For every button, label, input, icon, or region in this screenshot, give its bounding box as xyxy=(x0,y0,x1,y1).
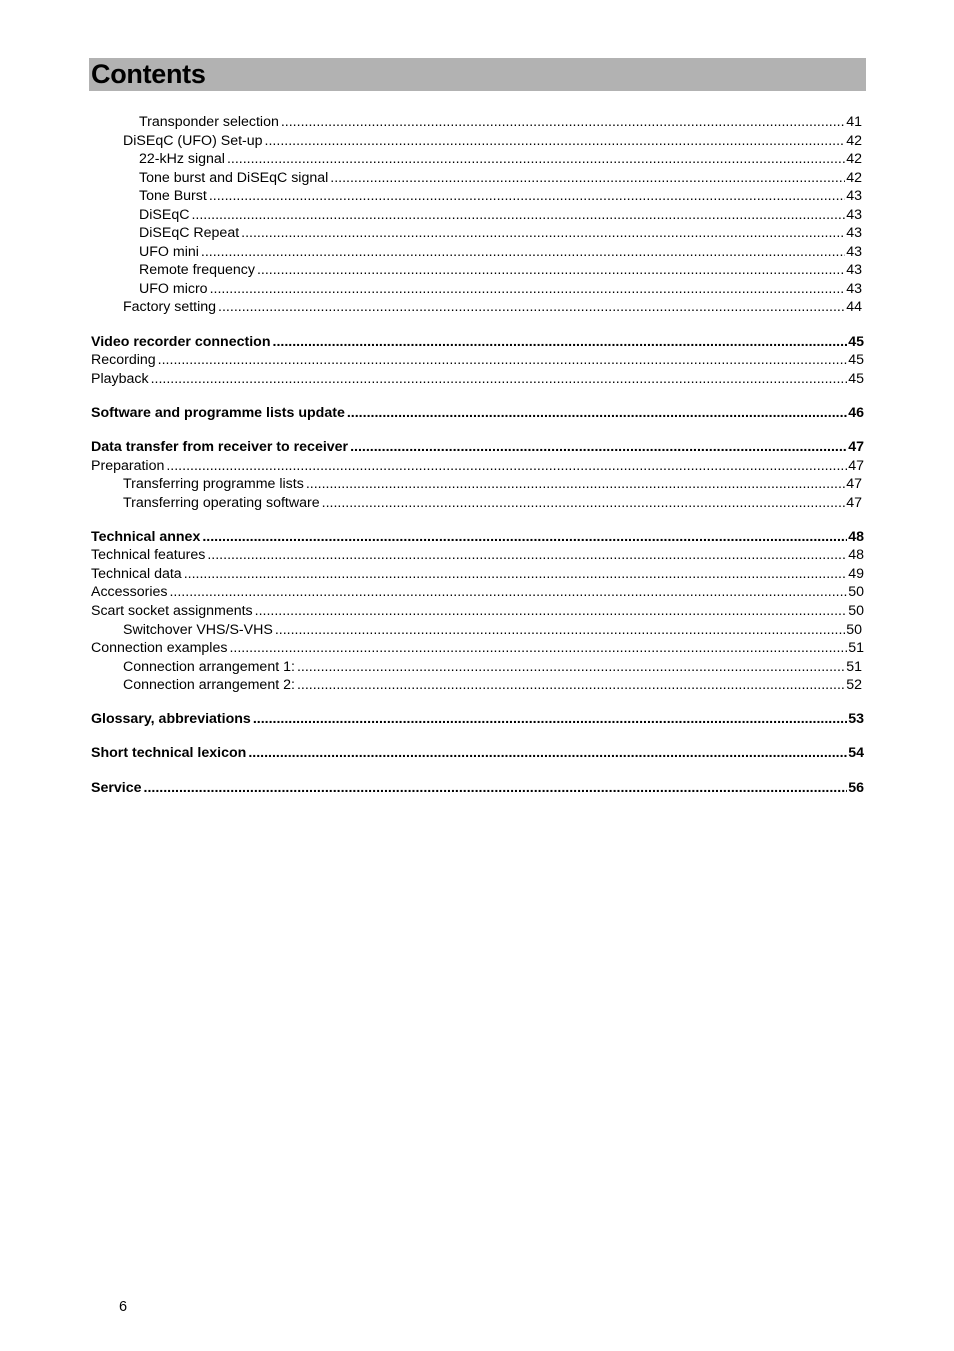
toc-entry-title: Playback xyxy=(91,370,149,387)
toc-entry-page: 53 xyxy=(848,711,864,728)
toc-entry[interactable] xyxy=(91,169,864,188)
toc-entry-page: 56 xyxy=(848,779,864,796)
toc-entry-title: Transferring operating software xyxy=(123,494,320,511)
dot-leader xyxy=(218,298,845,317)
toc-entry-title: Technical data xyxy=(91,565,182,582)
toc-entry-page: 44 xyxy=(846,299,862,316)
toc-entry[interactable] xyxy=(91,602,864,621)
toc-chapter-entry[interactable] xyxy=(91,333,864,352)
dot-leader xyxy=(253,710,847,729)
toc-entry-title: Data transfer from receiver to receiver xyxy=(91,438,349,455)
dot-leader xyxy=(169,583,847,602)
dot-leader xyxy=(330,169,845,188)
toc-chapter-entry[interactable] xyxy=(91,744,864,763)
toc-entry-title: Connection arrangement 2: xyxy=(123,677,295,694)
toc-entry-title: Tone burst and DiSEqC signal xyxy=(139,169,329,186)
toc-chapter-entry[interactable] xyxy=(91,779,864,798)
table-of-contents xyxy=(91,113,864,797)
toc-entry[interactable] xyxy=(91,475,864,494)
dot-leader xyxy=(144,779,848,798)
dot-leader xyxy=(202,528,847,547)
toc-entry[interactable] xyxy=(91,298,864,317)
toc-entry-page: 47 xyxy=(848,438,864,455)
page-title: Contents xyxy=(91,59,206,89)
toc-entry-page: 50 xyxy=(848,602,864,619)
toc-entry-title: Tone Burst xyxy=(139,188,207,205)
toc-entry-page: 48 xyxy=(848,547,864,564)
toc-entry-page: 47 xyxy=(848,457,864,474)
toc-entry-page: 43 xyxy=(846,206,862,223)
dot-leader xyxy=(229,639,847,658)
toc-entry-page: 50 xyxy=(846,621,862,638)
toc-entry-page: 43 xyxy=(846,225,862,242)
toc-entry[interactable] xyxy=(91,206,864,225)
dot-leader xyxy=(248,744,847,763)
dot-leader xyxy=(227,150,845,169)
toc-entry-page: 50 xyxy=(848,584,864,601)
toc-entry-title: Glossary, abbreviations xyxy=(91,711,251,728)
dot-leader xyxy=(210,280,846,299)
toc-entry[interactable] xyxy=(91,676,864,695)
toc-entry-page: 42 xyxy=(846,132,862,149)
toc-entry-page: 48 xyxy=(848,528,864,545)
toc-entry-page: 51 xyxy=(846,658,862,675)
toc-entry-title: Preparation xyxy=(91,457,165,474)
toc-entry-title: Video recorder connection xyxy=(91,333,271,350)
toc-entry-page: 51 xyxy=(848,640,864,657)
toc-entry-title: Factory setting xyxy=(123,299,217,316)
toc-chapter-entry[interactable] xyxy=(91,710,864,729)
toc-entry-page: 41 xyxy=(846,114,862,130)
toc-entry-title: DiSEqC (UFO) Set-up xyxy=(123,132,263,149)
toc-entry-title: Transferring programme lists xyxy=(123,476,304,493)
toc-entry-page: 42 xyxy=(846,169,862,186)
toc-entry-page: 54 xyxy=(848,745,864,762)
toc-entry-title: Technical annex xyxy=(91,528,201,545)
toc-entry-page: 47 xyxy=(846,476,862,493)
toc-chapter-entry[interactable] xyxy=(91,438,864,457)
page-number: 6 xyxy=(119,1299,128,1315)
toc-chapter-entry[interactable] xyxy=(91,404,864,423)
toc-entry-title: DiSEqC xyxy=(139,206,190,223)
dot-leader xyxy=(207,546,847,565)
toc-entry[interactable] xyxy=(91,243,864,262)
toc-entry[interactable] xyxy=(91,457,864,476)
toc-entry-title: Service xyxy=(91,779,142,796)
toc-entry[interactable] xyxy=(91,224,864,243)
toc-entry[interactable] xyxy=(91,370,864,389)
toc-entry-title: Software and programme lists update xyxy=(91,404,345,421)
toc-entry-page: 43 xyxy=(846,280,862,297)
toc-entry[interactable] xyxy=(91,621,864,640)
toc-entry[interactable] xyxy=(91,150,864,169)
toc-entry[interactable] xyxy=(91,565,864,584)
dot-leader xyxy=(297,658,845,677)
dot-leader xyxy=(255,602,848,621)
toc-chapter-entry[interactable] xyxy=(91,528,864,547)
toc-entry[interactable] xyxy=(91,494,864,513)
toc-entry-title: Switchover VHS/S-VHS xyxy=(123,621,273,638)
toc-entry[interactable] xyxy=(91,658,864,677)
toc-entry-title: Connection arrangement 1: xyxy=(123,658,295,675)
toc-entry-title: Scart socket assignments xyxy=(91,602,253,619)
toc-entry-page: 42 xyxy=(846,151,862,168)
toc-entry-page: 47 xyxy=(846,494,862,511)
dot-leader xyxy=(306,475,845,494)
toc-entry-page: 52 xyxy=(846,677,862,694)
toc-entry-page: 46 xyxy=(848,404,864,421)
dot-leader xyxy=(166,457,847,476)
toc-entry-page: 45 xyxy=(848,370,864,387)
dot-leader xyxy=(241,224,845,243)
dot-leader xyxy=(184,565,848,584)
dot-leader xyxy=(209,187,845,206)
toc-entry-page: 43 xyxy=(846,243,862,260)
toc-entry-title: Remote frequency xyxy=(139,262,255,279)
toc-entry-page: 45 xyxy=(848,333,864,350)
toc-entry-title: DiSEqC Repeat xyxy=(139,225,240,242)
toc-entry[interactable] xyxy=(91,261,864,280)
toc-entry[interactable] xyxy=(91,280,864,299)
dot-leader xyxy=(281,113,845,132)
dot-leader xyxy=(265,132,846,151)
dot-leader xyxy=(273,333,848,352)
toc-entry[interactable] xyxy=(91,639,864,658)
toc-entry-title: UFO mini xyxy=(139,243,199,260)
toc-entry-page: 45 xyxy=(848,352,864,369)
toc-entry[interactable] xyxy=(91,113,864,132)
toc-entry-title: 22-kHz signal xyxy=(139,151,225,168)
dot-leader xyxy=(257,261,845,280)
dot-leader xyxy=(191,206,845,225)
toc-entry-page: 49 xyxy=(848,565,864,582)
toc-entry-page: 43 xyxy=(846,188,862,205)
dot-leader xyxy=(297,676,845,695)
toc-entry-page: 43 xyxy=(846,262,862,279)
dot-leader xyxy=(201,243,845,262)
toc-entry-title: Transponder selection xyxy=(139,114,279,130)
dot-leader xyxy=(322,494,846,513)
toc-entry[interactable] xyxy=(91,546,864,565)
dot-leader xyxy=(151,370,848,389)
dot-leader xyxy=(347,404,847,423)
contents-heading-bar xyxy=(89,58,866,91)
toc-entry[interactable] xyxy=(91,351,864,370)
toc-entry-title: Connection examples xyxy=(91,640,228,657)
toc-entry-title: UFO micro xyxy=(139,280,208,297)
toc-entry-title: Accessories xyxy=(91,584,168,601)
toc-entry-title: Recording xyxy=(91,352,156,369)
dot-leader xyxy=(158,351,848,370)
toc-entry-title: Short technical lexicon xyxy=(91,745,247,762)
toc-entry[interactable] xyxy=(91,187,864,206)
toc-entry[interactable] xyxy=(91,132,864,151)
toc-entry[interactable] xyxy=(91,583,864,602)
dot-leader xyxy=(350,438,847,457)
toc-entry-title: Technical features xyxy=(91,547,206,564)
dot-leader xyxy=(275,621,845,640)
